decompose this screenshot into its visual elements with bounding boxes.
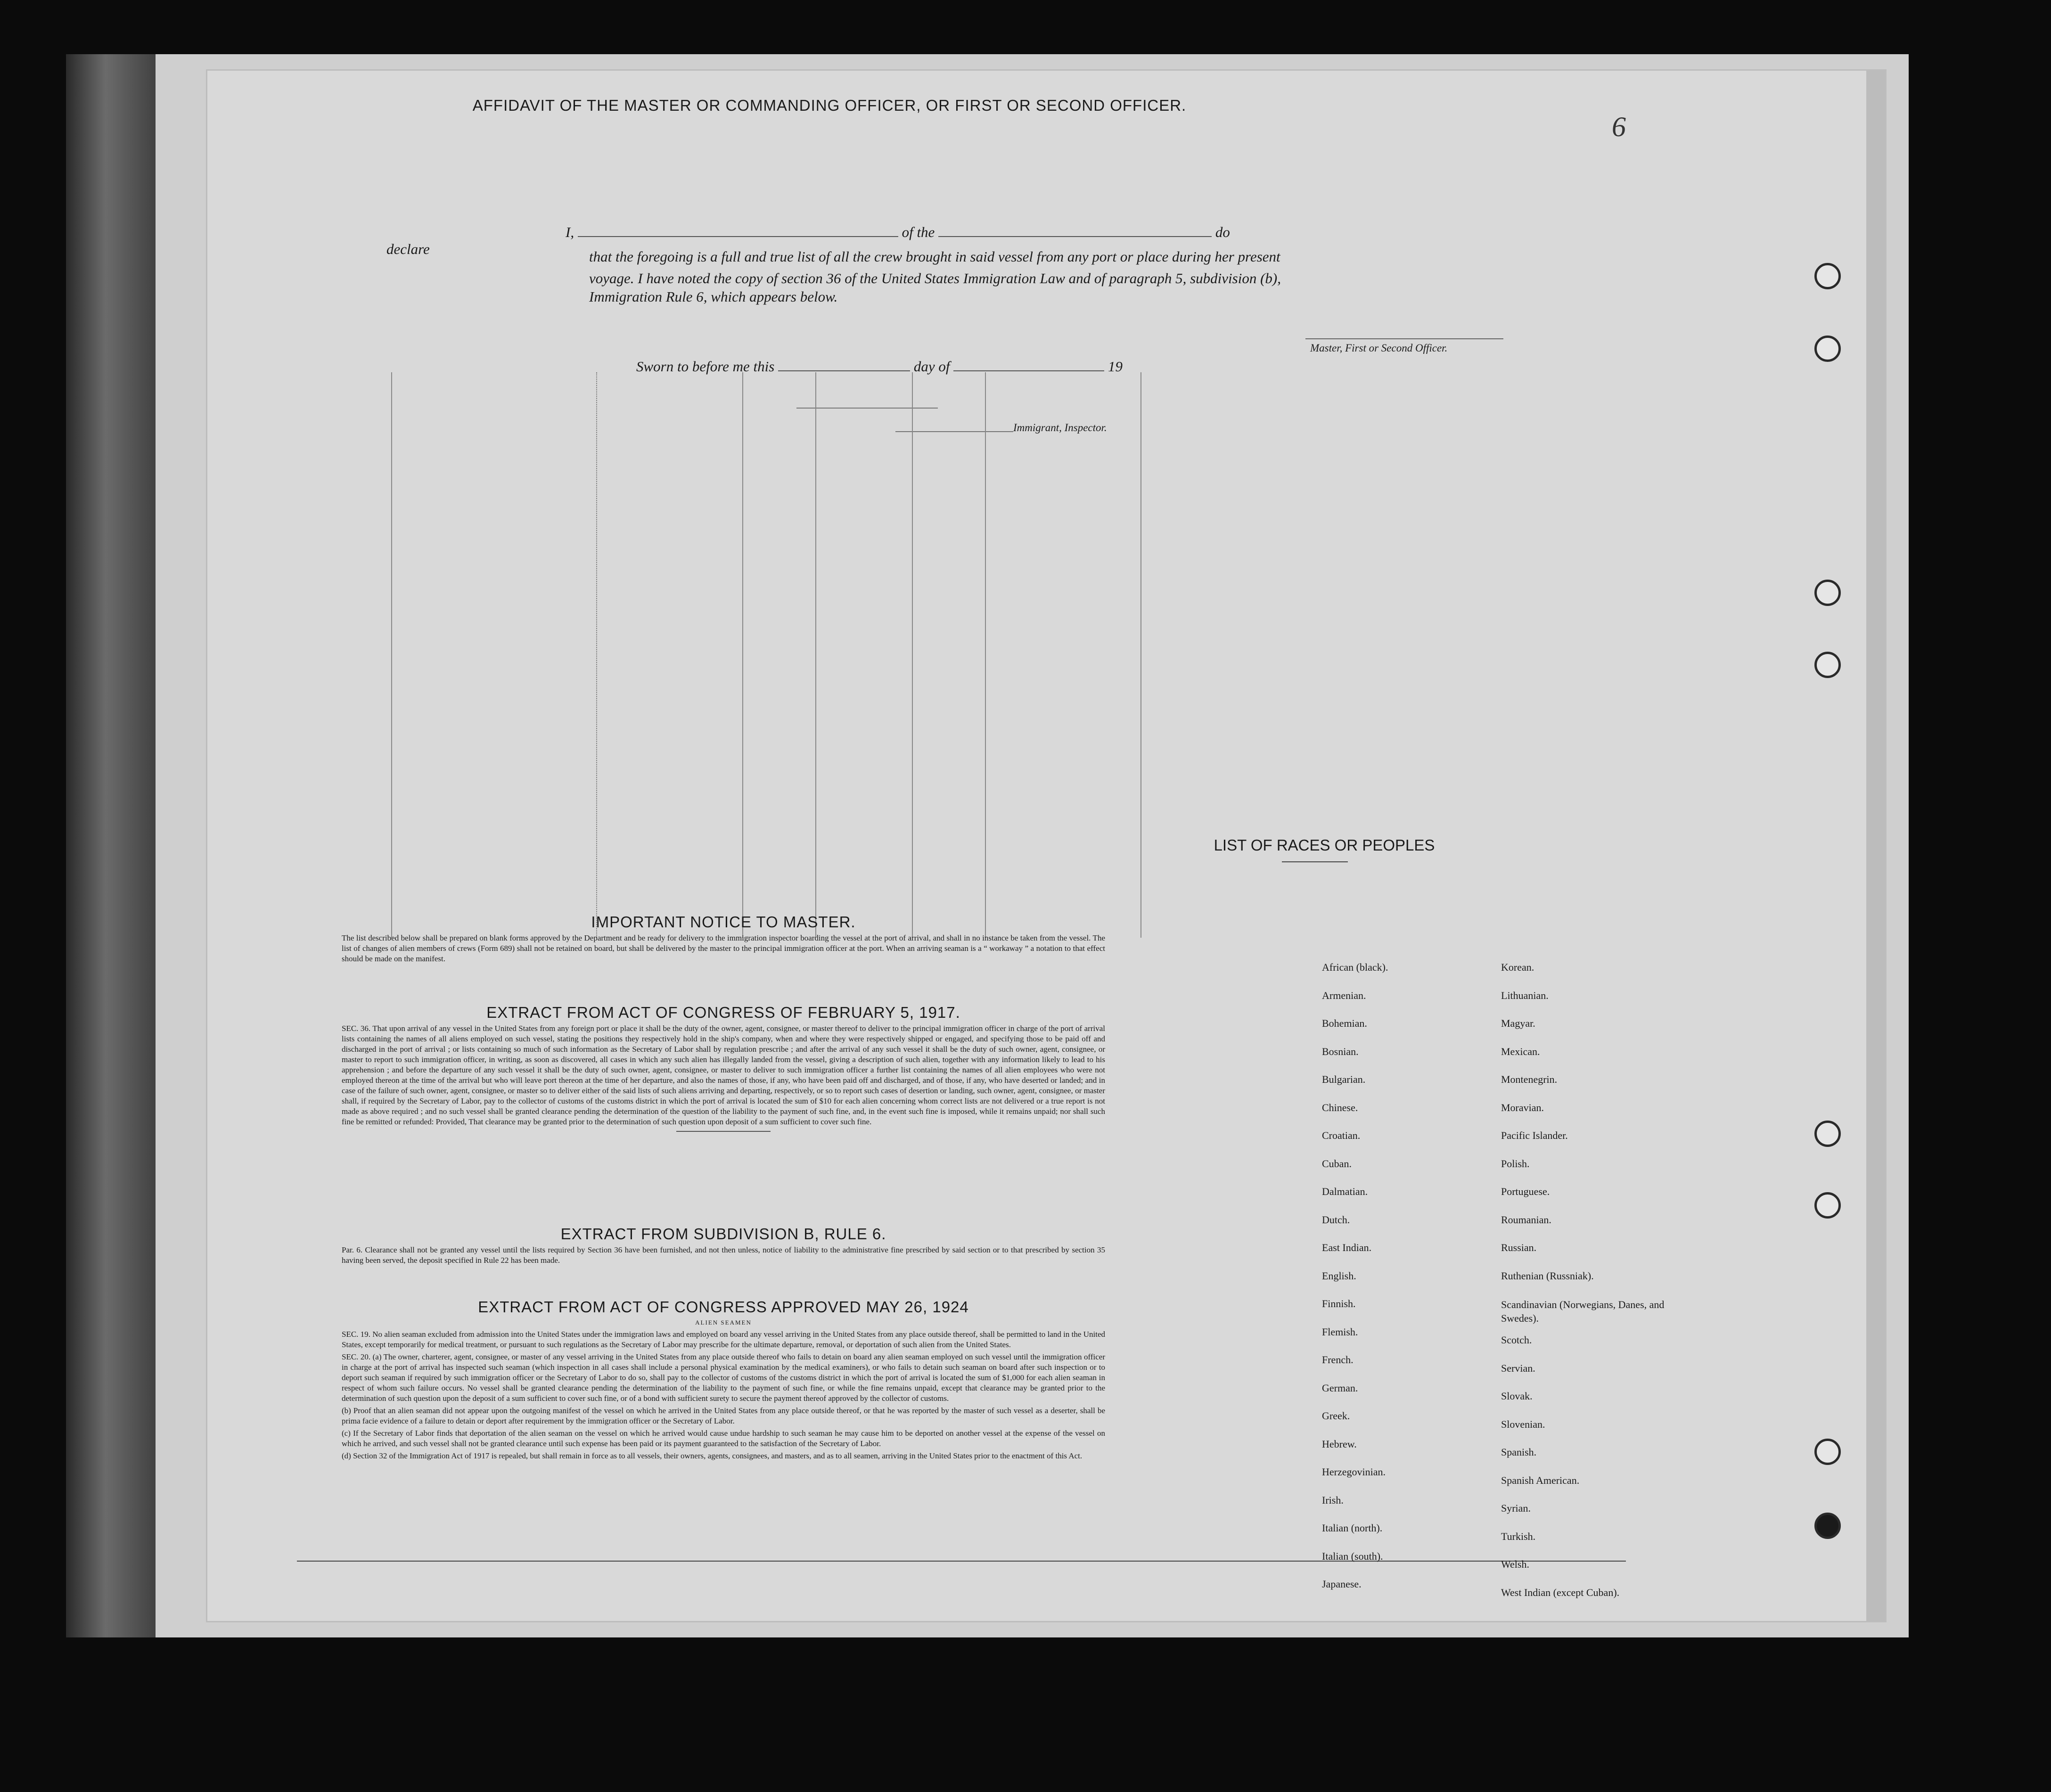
year-label: 19 <box>1108 358 1123 375</box>
race-item: Pacific Islander. <box>1501 1129 1568 1141</box>
race-item: Servian. <box>1501 1362 1535 1374</box>
column-rule <box>912 372 913 938</box>
page-bottom-rule <box>297 1561 1626 1562</box>
race-item: Italian (south). <box>1322 1550 1383 1562</box>
punch-hole <box>1814 1439 1841 1465</box>
extract-1924-section <box>342 1298 1105 1461</box>
race-item: Bosnian. <box>1322 1045 1359 1057</box>
race-item: West Indian (except Cuban). <box>1501 1586 1620 1598</box>
extract-rule6-section <box>342 1225 1105 1266</box>
do-declare-label: do declare <box>386 224 1230 257</box>
punch-hole <box>1814 1192 1841 1219</box>
race-item: German. <box>1322 1382 1358 1394</box>
race-item: Korean. <box>1501 961 1534 973</box>
extract-1917-section <box>342 1004 1105 1136</box>
race-item: Montenegrin. <box>1501 1073 1558 1085</box>
race-item: French. <box>1322 1354 1354 1366</box>
notice-text: The list described below shall be prepared on blank forms approved by the Department and be ready for delivery to the immigration inspector boarding the vessel at the port of arrival, and shall in no instance be taken from the vessel. The list of changes of alien members of crews (Form 689) shall not be retained on board, but shall be delivered by the master to the principal immigration officer at the port. When an arriving seaman is a “ workaway ” a notation to that effect should be made on the manifest. <box>342 933 1105 963</box>
race-item: Syrian. <box>1501 1502 1531 1514</box>
race-item: Spanish. <box>1501 1446 1537 1458</box>
column-rule <box>596 372 597 938</box>
notice-title: IMPORTANT NOTICE TO MASTER. <box>591 913 856 931</box>
race-item: Japanese. <box>1322 1578 1362 1590</box>
race-item: Cuban. <box>1322 1157 1352 1170</box>
race-item: Ruthenian (Russniak). <box>1501 1269 1594 1282</box>
extract-1917-text: SEC. 36. That upon arrival of any vessel in the United States from any foreign port or place it shall be the duty of the owner, agent, consignee, or master thereof to deliver to the principal immigration officer in charge of the port of arrival lists containing the names of all aliens employed on such vessel, stating the positions they respectively hold in the ship's company, when and where they were respectively shipped or engaged, and specifying those to be paid off and discharged in the port of arrival ; or lists containing so much of such information as the Secretary of Labor shall by regulation prescribe ; and after the arrival of any such vessel it shall be the duty of such owner, agent, consignee, or master to report to such immigration officer, in writing, as soon as discovered, all cases in which any such alien has illegally landed from the vessel, giving a description of such alien, together with any information likely to lead to his apprehension ; and before the departure of any such vessel it shall be the duty of such owner, agent, consignee, or master to deliver to such immigration officer a further list containing the names of all alien employees who were not employed thereon at the time of the arrival but who will leave port thereon at the time of her departure, and also the names of those, if any, who have been paid off and discharged, and of those, if any, who have deserted or landed; and in case of the failure of such owner, agent, consignee, or master so to deliver either of the said lists of such aliens arriving and departing, respectively, or so to report such cases of desertion or landing, such owner, agent, consignee, or master shall, if required by the Secretary of Labor, pay to the collector of customs of the customs district in which the port of arrival is located the sum of $10 for each alien concerning whom correct lists are not delivered or a true report is not made as above required ; and no such vessel shall be granted clearance pending the determination of the question of the liability to the payment of such fine, and, in the event such fine is imposed, while it remains unpaid; nor shall such fine be remitted or refunded: Provided, That clearance may be granted prior to the determination of such question upon deposit of a sum sufficient to cover such fine. <box>342 1024 1105 1126</box>
column-rule <box>742 372 743 938</box>
sec19-text: SEC. 19. No alien seaman excluded from admission into the United States under the immigration laws and employed on board any vessel arriving in the United States from any place outside thereof, shall be permitted to land in the United States, except temporarily for medical treatment, or pursuant to such regulations as the Secretary of Labor may prescribe for the ultimate departure, removal, or deportation of such alien from the United States. <box>342 1330 1105 1349</box>
race-item: East Indian. <box>1322 1242 1372 1253</box>
race-item: Spanish American. <box>1501 1474 1580 1486</box>
sworn-line <box>636 358 1494 375</box>
master-signature-caption: Master, First or Second Officer. <box>1310 342 1448 354</box>
races-title: LIST OF RACES OR PEOPLES <box>1214 836 1435 854</box>
race-item: Flemish. <box>1322 1326 1358 1338</box>
race-item: Portuguese. <box>1501 1186 1550 1197</box>
race-item: English. <box>1322 1269 1356 1282</box>
race-item: Irish. <box>1322 1494 1344 1506</box>
race-item: Scandinavian (Norwegians, Danes, and Swedes). <box>1501 1299 1665 1324</box>
master-name-blank[interactable] <box>578 236 898 237</box>
sec20d-text: (d) Section 32 of the Immigration Act of 1917 is repealed, but shall remain in force as to all vessels, their owners, agents, consignees, and masters, and as to all seamen, arriving in the United States prior to the enactment of this Act. <box>342 1451 1083 1460</box>
races-title-rule <box>1282 861 1348 862</box>
sec20a-text: SEC. 20. (a) The owner, charterer, agent, consignee, or master of any vessel arriving in the United States from any place outside thereof who fails to detain on board any alien seaman employed on such vessel until the immigration officer in charge at the port of arrival has inspected such seaman (which inspection in all cases shall include a personal physical examination by the medical examiners), or who fails to detain such seaman on board after such inspection or to deport such seaman if required by such immigration officer or the Secretary of Labor to do so, shall pay to the collector of customs of the customs district in which the port of arrival is located the sum of $1,000 for each alien seaman in respect of whom such failure occurs. No vessel shall be granted clearance pending the determination of the liability to the payment of such fine, or while the fine remains unpaid, except that clearance may be granted prior to the determination of such question upon the deposit of a sum sufficient to cover such fine, or of a bond with sufficient surety to secure the payment thereof approved by the collector of customs. <box>342 1352 1105 1403</box>
race-item: Moravian. <box>1501 1101 1544 1113</box>
race-item: Scotch. <box>1501 1334 1532 1346</box>
column-rule <box>815 372 816 938</box>
extract-rule6-text: Par. 6. Clearance shall not be granted any vessel until the lists required by Section 36 have been furnished, and not then unless, notice of liability to the administrative fine prescribed by said section or to that prescribed by section 35 having been served, the deposit specified in Rule 22 has been made. <box>342 1245 1105 1265</box>
affidavit-line-2: that the foregoing is a full and true list of all the crew brought in said vessel from any port or place during her present <box>589 248 1280 265</box>
notice-section <box>342 913 1105 964</box>
inspector-rule-upper <box>796 408 938 409</box>
race-item: Mexican. <box>1501 1045 1540 1057</box>
race-item: Dalmatian. <box>1322 1186 1368 1197</box>
race-item: Greek. <box>1322 1410 1350 1422</box>
of-the-label: of the <box>902 224 935 240</box>
binder-edge <box>66 54 165 1637</box>
column-rule <box>391 372 392 938</box>
race-item: Hebrew. <box>1322 1438 1357 1450</box>
extract-1924-title: EXTRACT FROM ACT OF CONGRESS APPROVED MAY 26, 1924 <box>478 1298 969 1316</box>
handwritten-number: 6 <box>1612 111 1626 142</box>
sec20c-text: (c) If the Secretary of Labor finds that deportation of the alien seaman on the vessel on which he arrived would cause undue hardship to such seaman he may cause him to be deported on another vessel at the expense of the vessel on which he arrived, and such vessel shall not be granted clearance until such expense has been paid or its payment guaranteed to the satisfaction of the Secretary of Labor. <box>342 1429 1105 1448</box>
race-item: Russian. <box>1501 1242 1537 1253</box>
race-item: Welsh. <box>1501 1558 1529 1571</box>
affidavit-line-4: Immigration Rule 6, which appears below. <box>589 288 838 305</box>
race-item: Lithuanian. <box>1501 989 1549 1001</box>
race-item: Armenian. <box>1322 989 1366 1001</box>
race-item: Dutch. <box>1322 1213 1350 1226</box>
master-signature-line[interactable] <box>1305 338 1503 339</box>
page-edge <box>1866 71 1885 1621</box>
punch-hole <box>1814 580 1841 606</box>
affidavit-line-3: voyage. I have noted the copy of section 36 of the United States Immigration Law and of paragraph 5, subdivision (b), <box>589 270 1281 286</box>
vessel-name-blank[interactable] <box>938 236 1212 237</box>
race-item: Bohemian. <box>1322 1017 1367 1029</box>
race-item: Herzegovinian. <box>1322 1466 1386 1478</box>
race-item: Chinese. <box>1322 1101 1358 1113</box>
inspector-signature-line[interactable] <box>895 431 1013 432</box>
race-item: Polish. <box>1501 1157 1530 1170</box>
punch-hole <box>1814 652 1841 678</box>
race-item: Bulgarian. <box>1322 1073 1366 1085</box>
race-item: Slovenian. <box>1501 1418 1545 1430</box>
affidavit-title: AFFIDAVIT OF THE MASTER OR COMMANDING OFFICER, OR FIRST OR SECOND OFFICER. <box>472 97 1187 114</box>
column-rule <box>985 372 986 938</box>
sec20b-text: (b) Proof that an alien seaman did not appear upon the outgoing manifest of the vessel on which he arrived in the United States from any place outside thereof, or that he was reported by the master of such vessel as a deserter, shall be prima facie evidence of a failure to detain or deport after requirement by the immigration officer or the Secretary of Labor. <box>342 1406 1105 1425</box>
punch-hole <box>1814 335 1841 362</box>
race-item: Roumanian. <box>1501 1213 1551 1226</box>
race-item: Slovak. <box>1501 1390 1533 1402</box>
race-item: Italian (north). <box>1322 1522 1383 1534</box>
i-label: I, <box>566 224 574 240</box>
alien-seamen-subtitle: ALIEN SEAMEN <box>695 1319 752 1326</box>
extract-rule6-title: EXTRACT FROM SUBDIVISION B, RULE 6. <box>560 1225 886 1243</box>
race-item: Croatian. <box>1322 1129 1361 1141</box>
race-item: Magyar. <box>1501 1017 1535 1029</box>
sworn-day-blank[interactable] <box>778 370 910 371</box>
punch-hole <box>1814 1513 1841 1539</box>
section-divider <box>676 1131 771 1132</box>
race-item: Finnish. <box>1322 1298 1356 1309</box>
sworn-month-blank[interactable] <box>953 370 1104 371</box>
race-item: Turkish. <box>1501 1530 1536 1542</box>
sworn-label: Sworn to before me this <box>636 358 775 375</box>
extract-1917-title: EXTRACT FROM ACT OF CONGRESS OF FEBRUARY 5, 1917. <box>486 1004 960 1021</box>
punch-hole <box>1814 1121 1841 1147</box>
day-of-label: day of <box>913 358 950 375</box>
inspector-caption: Immigrant, Inspector. <box>1013 422 1107 434</box>
punch-hole <box>1814 263 1841 289</box>
race-item: African (black). <box>1322 961 1388 973</box>
